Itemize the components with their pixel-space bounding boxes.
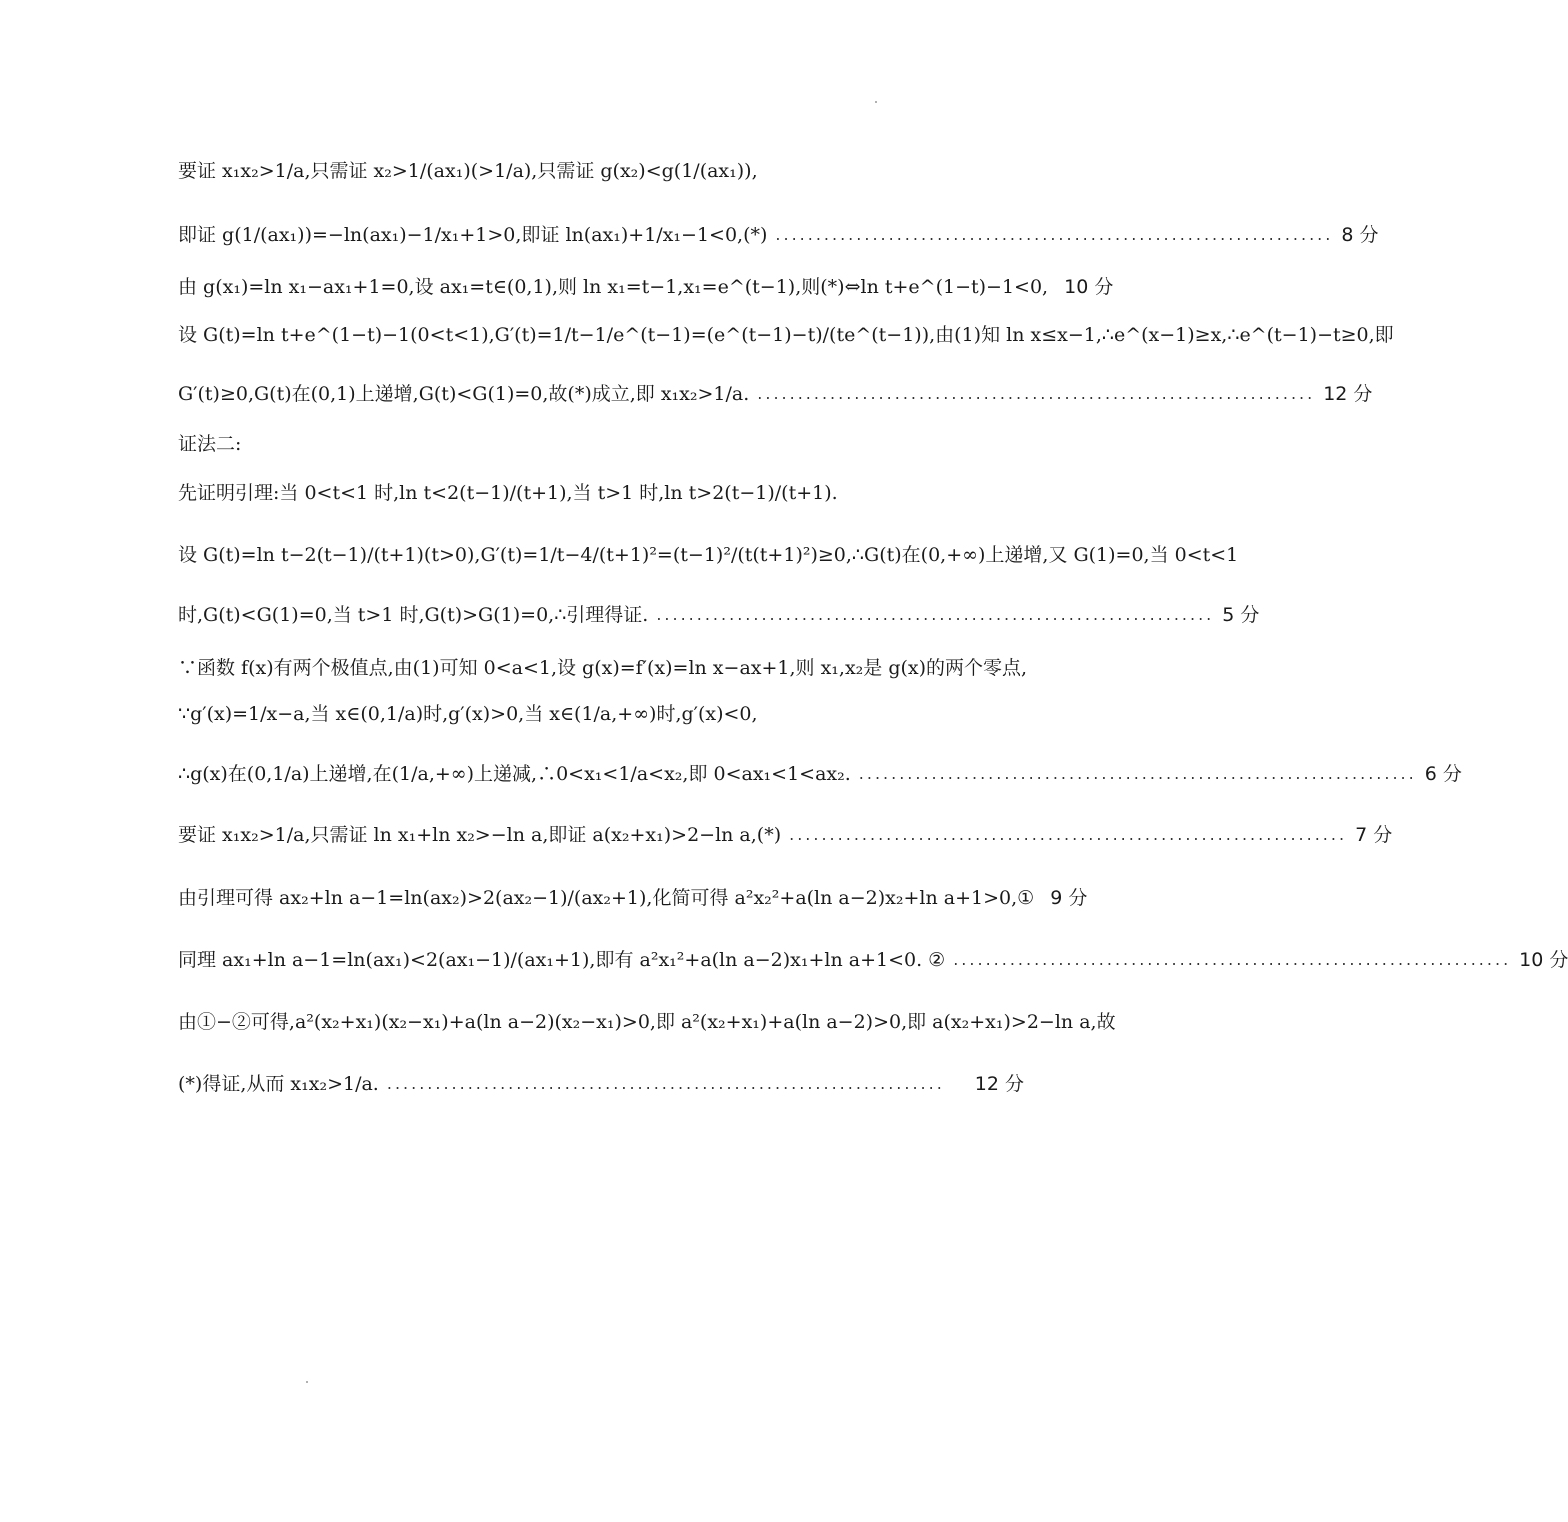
dot-leader: ..................................................................... [656, 605, 1215, 624]
line-text: 时,G(t)<G(1)=0,当 t>1 时,G(t)>G(1)=0,∴引理得证. [178, 604, 649, 626]
proof-line [178, 374, 1373, 414]
line-text: 设 G(t)=ln t+e^(1−t)−1(0<t<1),G′(t)=1/t−1/e^(t−1)=(e^(t−1)−t)/(te^(t−1)),由(1)知 ln x≤x−1,∴e^(x−1)≥x,∴e^(t−1)−t≥0,即 [178, 324, 1394, 346]
line-text: 要证 x₁x₂>1/a,只需证 ln x₁+ln x₂>−ln a,即证 a(x₂+x₁)>2−ln a,(*) [178, 824, 782, 846]
proof-line [178, 595, 1260, 635]
scan-speck-top [875, 101, 877, 103]
line-text: 同理 ax₁+ln a−1=ln(ax₁)<2(ax₁−1)/(ax₁+1),即有 a²x₁²+a(ln a−2)x₁+ln a+1<0. ② [178, 949, 946, 971]
proof-line [178, 267, 1114, 307]
proof-line [178, 215, 1379, 255]
dot-leader: ..................................................................... [775, 225, 1334, 244]
line-text: 由①−②可得,a²(x₂+x₁)(x₂−x₁)+a(ln a−2)(x₂−x₁)>0,即 a²(x₂+x₁)+a(ln a−2)>0,即 a(x₂+x₁)>2−ln a,故 [178, 1011, 1116, 1033]
line-text: 由 g(x₁)=ln x₁−ax₁+1=0,设 ax₁=t∈(0,1),则 ln x₁=t−1,x₁=e^(t−1),则(*)⇔ln t+e^(1−t)−1<0, [178, 276, 1049, 298]
proof-line [178, 315, 1394, 355]
score-label: 7 分 [1355, 824, 1393, 846]
dot-leader: ..................................................................... [789, 825, 1348, 844]
score-label: 9 分 [1050, 887, 1088, 909]
proof-line [178, 694, 1024, 734]
line-text: 即证 g(1/(ax₁))=−ln(ax₁)−1/x₁+1>0,即证 ln(ax₁)+1/x₁−1<0,(*) [178, 224, 768, 246]
dot-leader: ..................................................................... [858, 764, 1417, 783]
proof-line [178, 473, 1024, 513]
proof-line [178, 1064, 1024, 1104]
line-text: 先证明引理:当 0<t<1 时,ln t<2(t−1)/(t+1),当 t>1 时,ln t>2(t−1)/(t+1). [178, 482, 838, 504]
line-text: (*)得证,从而 x₁x₂>1/a. [178, 1073, 379, 1095]
proof-line [178, 648, 1028, 688]
line-text: 设 G(t)=ln t−2(t−1)/(t+1)(t>0),G′(t)=1/t−4/(t+1)²=(t−1)²/(t(t+1)²)≥0,∴G(t)在(0,+∞)上递增,又 G(1)=0,当 0<t<1 [178, 544, 1239, 566]
score-label: 8 分 [1341, 224, 1379, 246]
line-text: ∵函数 f(x)有两个极值点,由(1)可知 0<a<1,设 g(x)=f′(x)=ln x−ax+1,则 x₁,x₂是 g(x)的两个零点, [178, 657, 1028, 679]
proof-line [178, 754, 1462, 794]
proof-line [178, 151, 1024, 191]
line-text: ∴g(x)在(0,1/a)上递增,在(1/a,+∞)上递减,∴0<x₁<1/a<x₂,即 0<ax₁<1<ax₂. [178, 763, 851, 785]
proof-line [178, 1002, 1116, 1042]
score-label: 5 分 [1222, 604, 1260, 626]
score-label: 12 分 [1323, 383, 1373, 405]
line-text: 证法二: [178, 433, 242, 455]
score-label: 10 分 [1519, 949, 1568, 971]
proof-line [178, 878, 1088, 918]
line-text: G′(t)≥0,G(t)在(0,1)上递增,G(t)<G(1)=0,故(*)成立,即 x₁x₂>1/a. [178, 383, 750, 405]
line-text: 由引理可得 ax₂+ln a−1=ln(ax₂)>2(ax₂−1)/(ax₂+1),化简可得 a²x₂²+a(ln a−2)x₂+ln a+1>0,① [178, 887, 1035, 909]
scan-speck-bottom [306, 1381, 308, 1383]
line-text: ∵g′(x)=1/x−a,当 x∈(0,1/a)时,g′(x)>0,当 x∈(1/a,+∞)时,g′(x)<0, [178, 703, 758, 725]
score-label: 12 分 [974, 1073, 1024, 1095]
proof-line [178, 535, 1239, 575]
line-text: 要证 x₁x₂>1/a,只需证 x₂>1/(ax₁)(>1/a),只需证 g(x₂)<g(1/(ax₁)), [178, 160, 758, 182]
dot-leader: ..................................................................... [386, 1074, 945, 1093]
section-heading [178, 424, 1024, 464]
dot-leader: ..................................................................... [953, 950, 1512, 969]
score-label: 10 分 [1064, 276, 1114, 298]
dot-leader: ..................................................................... [757, 384, 1316, 403]
proof-line [178, 940, 1568, 980]
score-label: 6 分 [1424, 763, 1462, 785]
proof-line [178, 815, 1393, 855]
